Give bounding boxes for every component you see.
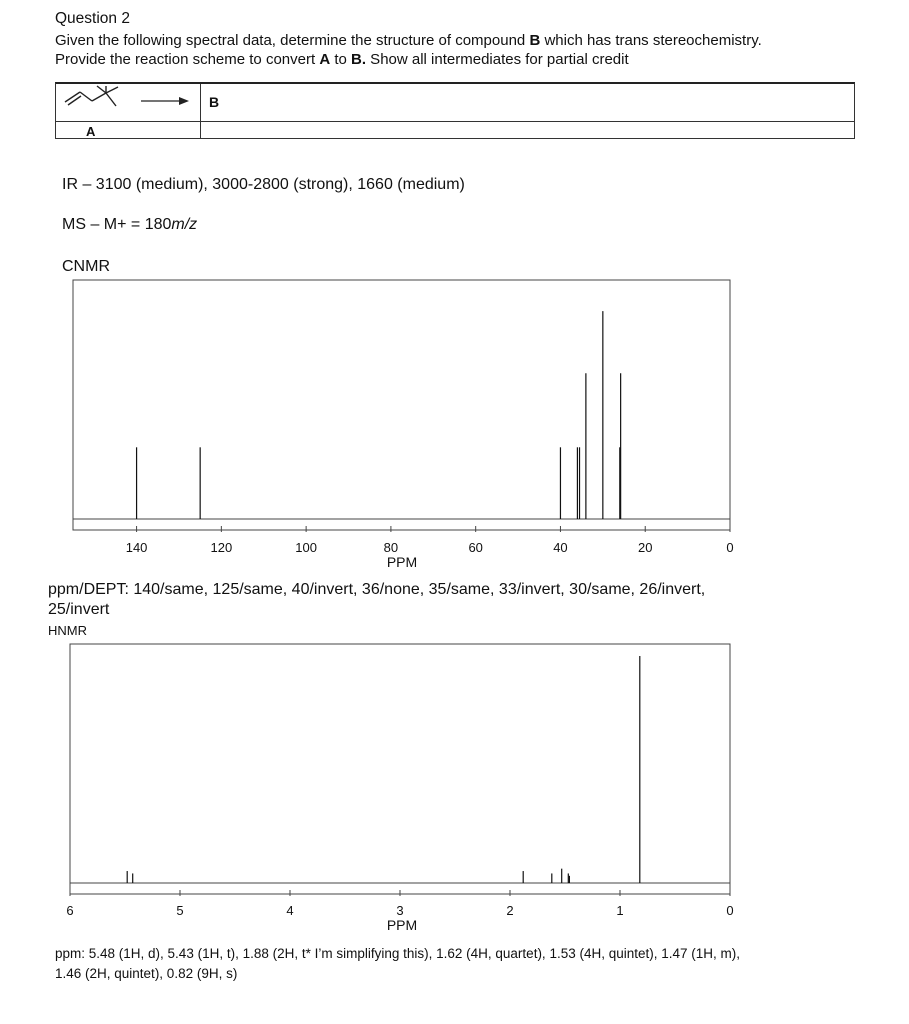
dept-data-line-2: 25/invert [48,601,110,618]
hnmr-tick-label: 3 [396,903,404,918]
cnmr-tick-label: 80 [383,540,399,555]
hnmr-tick-label: 6 [66,903,74,918]
q2-text-c: to [330,51,352,68]
hnmr-tick-label: 1 [616,903,624,918]
cnmr-tick-label: 60 [468,540,483,555]
cnmr-tick-label: 120 [210,540,233,555]
compound-a-label: A [86,124,96,139]
cnmr-xlabel: PPM [386,554,418,570]
hnmr-frame [70,644,730,894]
q2-text-a: Provide the reaction scheme to convert [55,51,320,68]
ir-data: IR – 3100 (medium), 3000-2800 (strong), 1660 (medium) [62,176,465,193]
cnmr-tick-label: 20 [637,540,653,555]
hnmr-tick-label: 0 [726,903,734,918]
compound-b-label: B [209,94,220,110]
hnmr-tick-label: 5 [176,903,184,918]
ms-text: MS – M+ = 180 [62,216,172,233]
hnmr-peaks-line-2: 1.46 (2H, quintet), 0.82 (9H, s) [55,966,238,981]
scheme-divider-vertical [200,84,201,138]
hnmr-tick-label: 2 [506,903,514,918]
question-line-2 [55,51,629,68]
ms-data [62,216,197,234]
hnmr-label: HNMR [48,623,87,638]
q1-text-c: which has trans stereochemistry. [540,32,762,49]
question-title: Question 2 [55,10,130,27]
hnmr-xlabel: PPM [386,917,418,933]
hnmr-tick-label: 4 [286,903,294,918]
q1-text-a: Given the following spectral data, determine the structure of compound [55,32,530,49]
q2-text-e: Show all intermediates for partial credit [366,51,629,68]
cnmr-tick-label: 140 [125,540,148,555]
hnmr-peaks-line-1: ppm: 5.48 (1H, d), 5.43 (1H, t), 1.88 (2H, t* I’m simplifying this), 1.62 (4H, quartet), 1.53 (4H, quintet), 1.47 (1H, m), [55,946,741,961]
cnmr-tick-label: 0 [726,540,734,555]
question-line-1 [55,32,762,49]
scheme-divider-horizontal [56,121,854,122]
cnmr-tick-label: 40 [553,540,568,555]
compound-a-structure [62,84,142,120]
q1-compound-b: B [529,32,541,49]
reaction-arrow [141,94,191,108]
q2-compound-a: A [319,51,331,68]
cnmr-label: CNMR [62,258,110,275]
q2-compound-b: B. [351,51,367,68]
cnmr-tick-label: 100 [295,540,317,555]
dept-data-line-1: ppm/DEPT: 140/same, 125/same, 40/invert, 36/none, 35/same, 33/invert, 30/same, 26/invert, [48,581,706,598]
cnmr-frame [73,280,730,530]
reaction-scheme-table [55,82,855,139]
ms-unit: m/z [171,216,198,233]
